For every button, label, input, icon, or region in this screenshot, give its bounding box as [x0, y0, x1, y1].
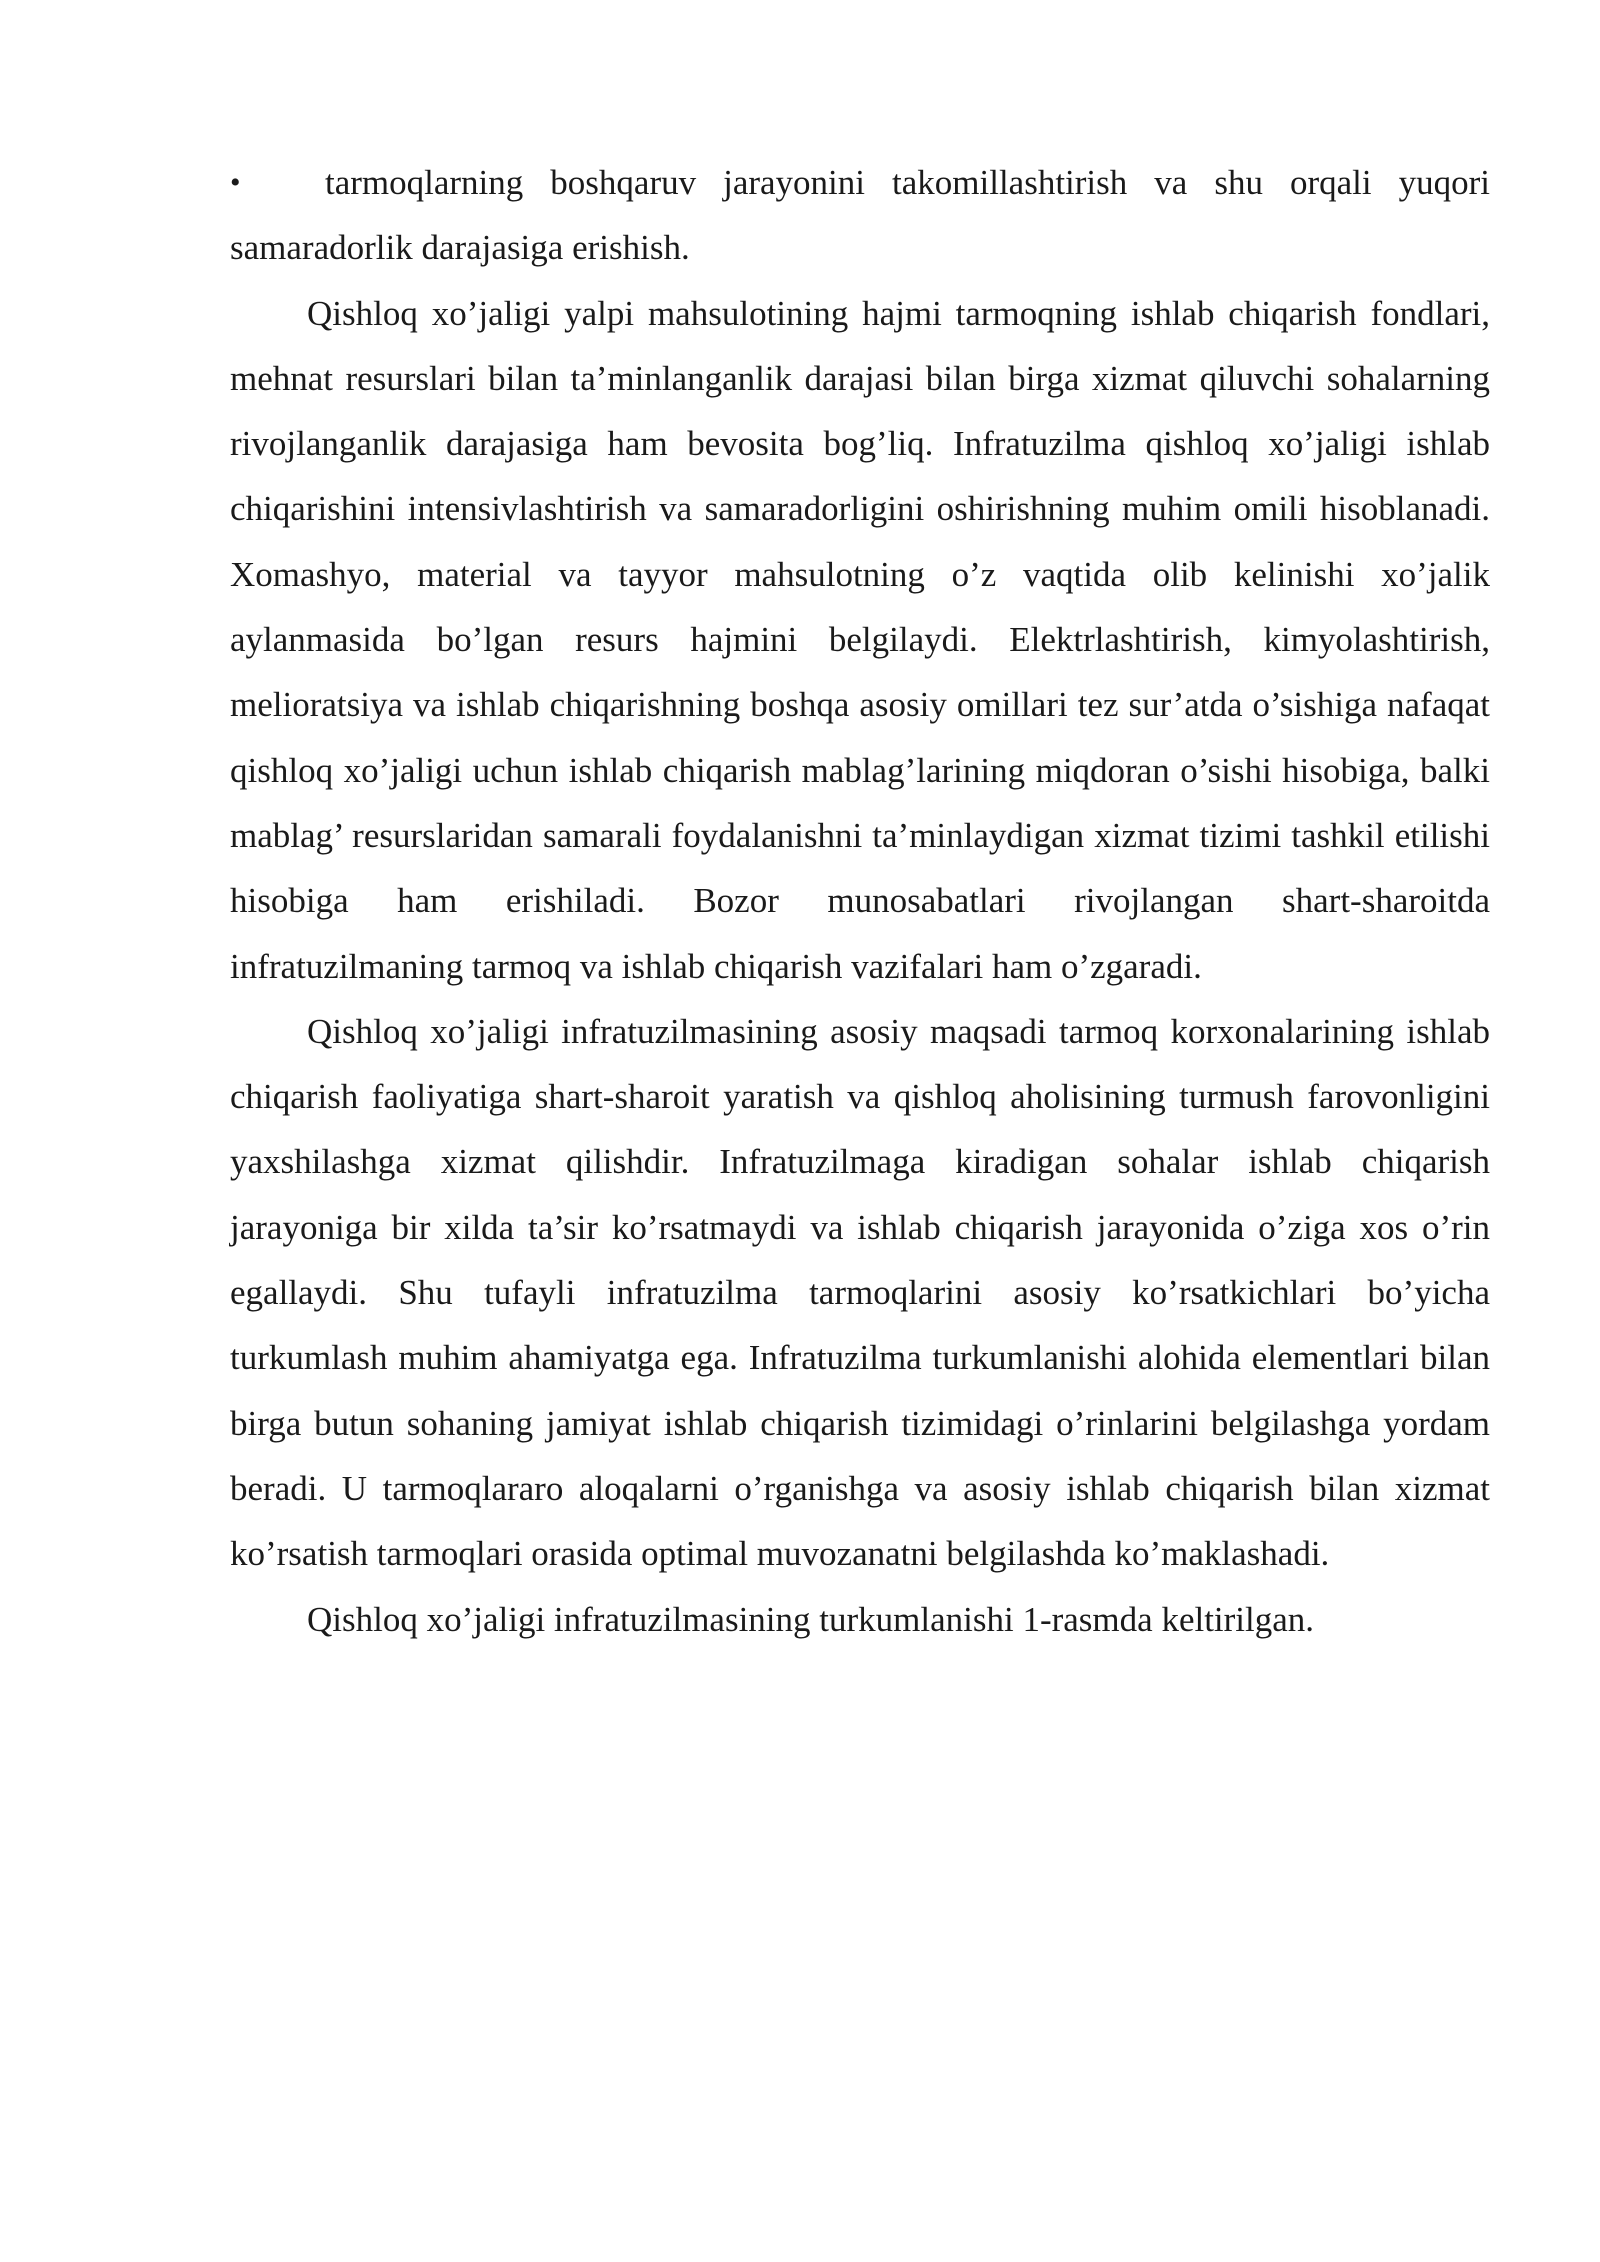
- bullet-list-item: [230, 150, 1490, 281]
- paragraph-infrastructure-role: Qishloq xo’jaligi yalpi mahsulotining hajmi tarmoqning ishlab chiqarish fondlari, mehnat resurslari bilan ta’minlanganlik darajasi bilan birga xizmat qiluvchi sohalarning rivojlanganlik darajasiga ham bevosita bog’liq. Infratuzilma qishloq xo’jaligi ishlab chiqarishini intensivlashtirish va samaradorligini oshirishning muhim omili hisoblanadi. Xomashyo, material va tayyor mahsulotning o’z vaqtida olib kelinishi xo’jalik aylanmasida bo’lgan resurs hajmini belgilaydi. Elektrlashtirish, kimyolashtirish, melioratsiya va ishlab chiqarishning boshqa asosiy omillari tez sur’atda o’sishiga nafaqat qishloq xo’jaligi uchun ishlab chiqarish mablag’larining miqdoran o’sishi hisobiga, balki mablag’ resurslaridan samarali foydalanishni ta’minlaydigan xizmat tizimi tashkil etilishi hisobiga ham erishiladi. Bozor munosabatlari rivojlangan shart-sharoitda infratuzilmaning tarmoq va ishlab chiqarish vazifalari ham o’zgaradi.: [230, 293, 1490, 986]
- document-page: [230, 150, 1490, 1652]
- paragraph-infrastructure-goal: Qishloq xo’jaligi infratuzilmasining asosiy maqsadi tarmoq korxonalarining ishlab chiqarish faoliyatiga shart-sharoit yaratish va qishloq aholisining turmush farovonligini yaxshilashga xizmat qilishdir. Infratuzilmaga kiradigan sohalar ishlab chiqarish jarayoniga bir xilda ta’sir ko’rsatmaydi va ishlab chiqarish jarayonida o’ziga xos o’rin egallaydi. Shu tufayli infratuzilma tarmoqlarini asosiy ko’rsatkichlari bo’yicha turkumlash muhim ahamiyatga ega. Infratuzilma turkumlanishi alohida elementlari bilan birga butun sohaning jamiyat ishlab chiqarish tizimidagi o’rinlarini belgilashga yordam beradi. U tarmoqlararo aloqalarni o’rganishga va asosiy ishlab chiqarish bilan xizmat ko’rsatish tarmoqlari orasida optimal muvozanatni belgilashda ko’maklashadi.: [230, 1011, 1490, 1574]
- paragraph-figure-reference: Qishloq xo’jaligi infratuzilmasining turkumlanishi 1-rasmda keltirilgan.: [307, 1599, 1315, 1639]
- bullet-text: tarmoqlarning boshqaruv jarayonini takomillashtirish va shu orqali yuqori samaradorlik darajasiga erishish.: [230, 163, 1490, 268]
- bullet-icon: •: [230, 166, 241, 199]
